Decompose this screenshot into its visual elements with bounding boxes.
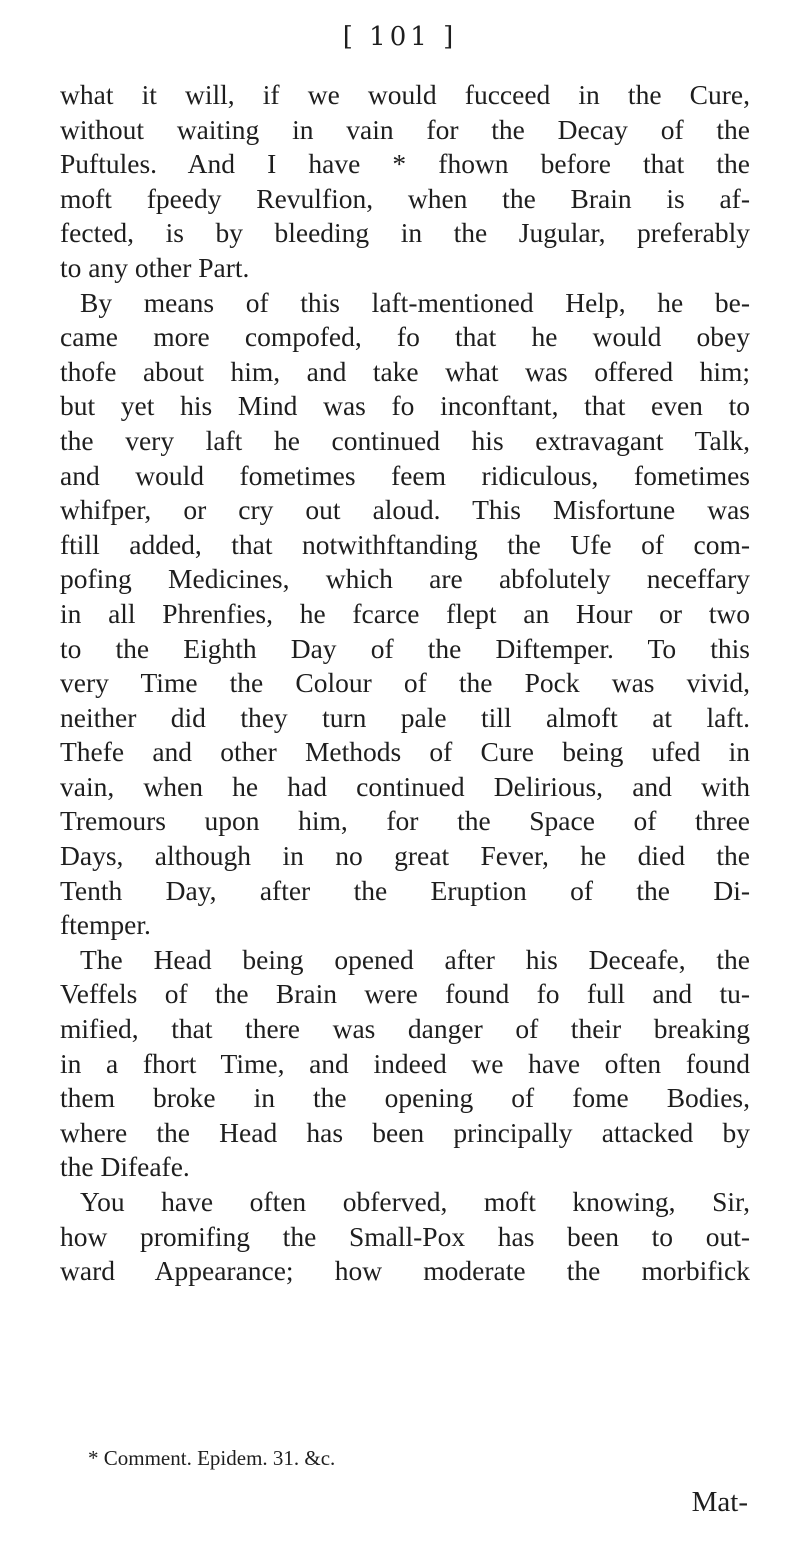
text-line: Days, although in no great Fever, he died the	[60, 840, 750, 872]
text-line: pofing Medicines, which are abfolutely neceffary	[60, 563, 750, 595]
body-text	[60, 78, 750, 1289]
text-line: neither did they turn pale till almoft at laft.	[60, 701, 750, 733]
catchword: Mat-	[691, 1486, 748, 1518]
text-line: in a fhort Time, and indeed we have often found	[60, 1047, 750, 1079]
text-line: Veffels of the Brain were found fo full and tu-	[60, 978, 750, 1010]
text-line: Tenth Day, after the Eruption of the Di-	[60, 874, 750, 906]
text-line: and would fometimes feem ridiculous, fometimes	[60, 459, 750, 491]
text-line: ward Appearance; how moderate the morbifick	[60, 1255, 750, 1287]
text-line: without waiting in vain for the Decay of the	[60, 113, 750, 145]
text-line: vain, when he had continued Delirious, and with	[60, 770, 750, 802]
text-line: Puftules. And I have * fhown before that the	[60, 148, 750, 180]
text-line: Tremours upon him, for the Space of three	[60, 805, 750, 837]
footnote: * Comment. Epidem. 31. &c.	[88, 1446, 336, 1470]
page-number: [ 101 ]	[342, 22, 458, 52]
text-line: but yet his Mind was fo inconftant, that even to	[60, 390, 750, 422]
text-line: moft fpeedy Revulfion, when the Brain is af-	[60, 182, 750, 214]
text-line: fected, is by bleeding in the Jugular, preferably	[60, 217, 750, 249]
text-line: to the Eighth Day of the Diftemper. To this	[60, 632, 750, 664]
text-line: how promifing the Small-Pox has been to out-	[60, 1220, 750, 1252]
text-line: thofe about him, and take what was offered him;	[60, 355, 750, 387]
text-line: them broke in the opening of fome Bodies,	[60, 1082, 750, 1114]
text-line: where the Head has been principally attacked by	[60, 1116, 750, 1148]
text-line: ftemper.	[60, 909, 151, 941]
text-line: to any other Part.	[60, 251, 250, 283]
text-line: mified, that there was danger of their breaking	[60, 1013, 750, 1045]
text-line: ftill added, that notwithftanding the Ufe of com-	[60, 528, 750, 560]
text-line: whifper, or cry out aloud. This Misfortune was	[60, 494, 750, 526]
text-line: the very laft he continued his extravagant Talk,	[60, 424, 750, 456]
paragraph-start-line: You have often obferved, moft knowing, Sir,	[80, 1186, 750, 1217]
paragraph-start-line: The Head being opened after his Deceafe, the	[80, 943, 750, 975]
text-line: in all Phrenfies, he fcarce flept an Hour or two	[60, 597, 750, 629]
text-line: what it will, if we would fucceed in the Cure,	[60, 79, 750, 110]
text-line: Thefe and other Methods of Cure being ufed in	[60, 736, 750, 768]
text-line: came more compofed, fo that he would obey	[60, 321, 750, 353]
text-line: the Difeafe.	[60, 1151, 190, 1183]
text-line: very Time the Colour of the Pock was vivid,	[60, 667, 750, 699]
paragraph-start-line: By means of this laft-mentioned Help, he be-	[80, 286, 750, 318]
